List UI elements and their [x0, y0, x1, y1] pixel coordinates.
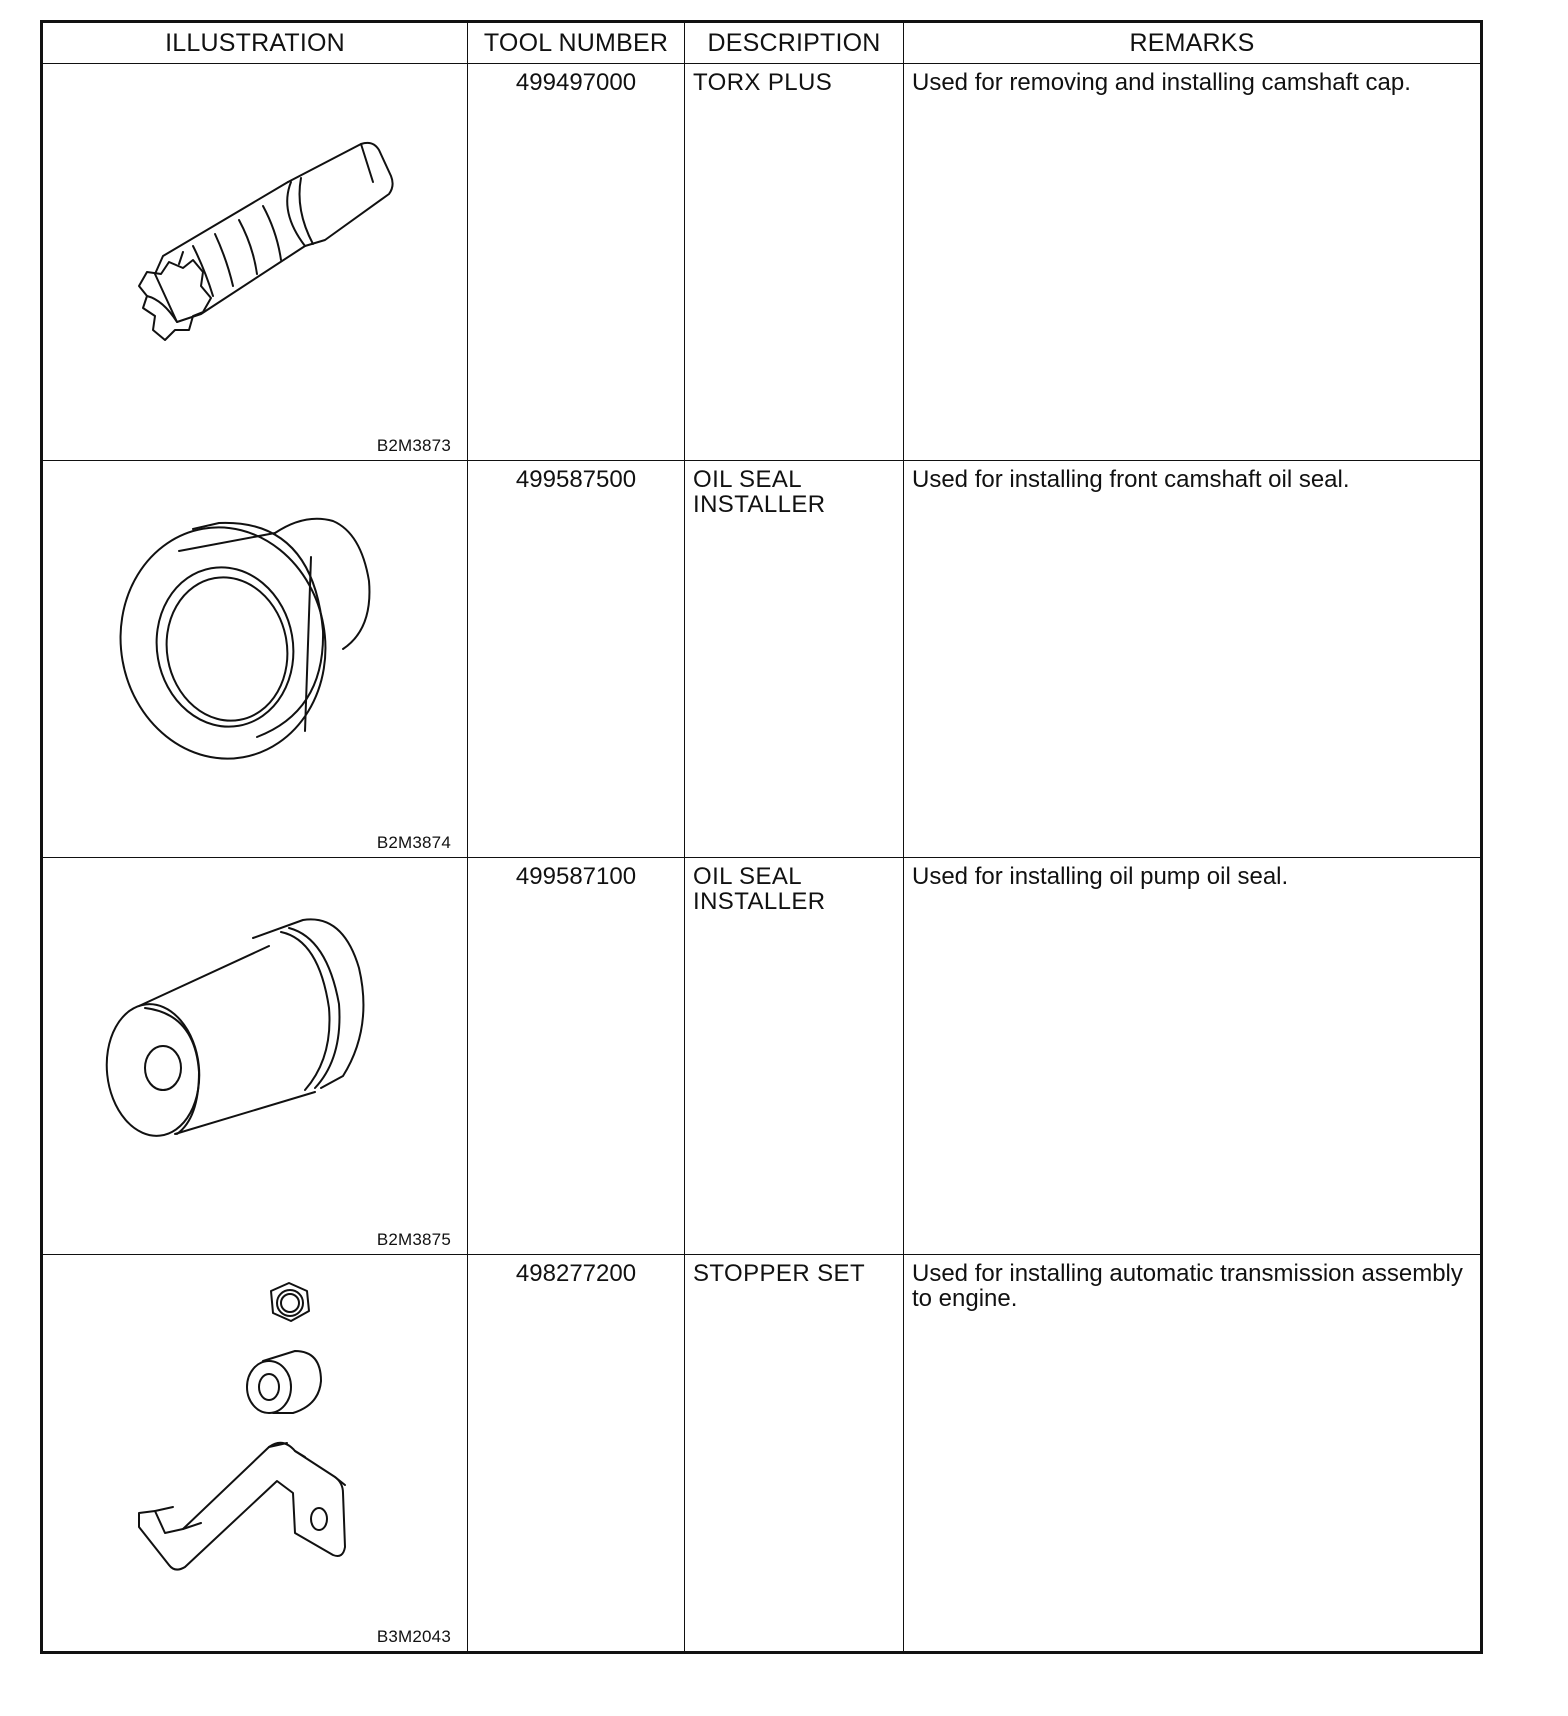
description-cell	[685, 461, 904, 858]
figure-code: B3M2043	[376, 1627, 451, 1646]
figure-code: B2M3873	[376, 436, 451, 455]
oil-seal-installer-icon	[43, 461, 469, 857]
remarks-cell	[904, 461, 1482, 858]
tool-number: 499587100	[515, 863, 637, 890]
header-illustration: ILLUSTRATION	[42, 22, 468, 64]
illustration-cell	[42, 1255, 468, 1653]
stopper-set-icon	[43, 1255, 469, 1651]
table-row	[42, 64, 1482, 461]
tool-number-cell	[468, 64, 685, 461]
remarks: Used for removing and installing camshaft cap.	[912, 69, 1411, 96]
description-cell	[685, 1255, 904, 1653]
tool-number: 499587500	[515, 466, 637, 493]
table-row	[42, 858, 1482, 1255]
torx-bit-icon	[43, 64, 469, 460]
tool-number-cell	[468, 461, 685, 858]
special-tools-table	[40, 20, 1483, 1654]
remarks-cell	[904, 858, 1482, 1255]
illustration-cell	[42, 64, 468, 461]
remarks-cell	[904, 1255, 1482, 1653]
description: STOPPER SET	[693, 1260, 866, 1287]
header-row	[42, 22, 1482, 64]
description: TORX PLUS	[693, 69, 833, 96]
table-row	[42, 1255, 1482, 1653]
remarks: Used for installing front camshaft oil seal.	[912, 466, 1350, 493]
header-tool-number: TOOL NUMBER	[468, 22, 685, 64]
description: OIL SEAL INSTALLER	[693, 466, 826, 518]
description: OIL SEAL INSTALLER	[693, 863, 826, 915]
description-cell	[685, 858, 904, 1255]
tool-number-cell	[468, 858, 685, 1255]
header-description: DESCRIPTION	[685, 22, 904, 64]
figure-code: B2M3875	[376, 1230, 451, 1249]
figure-code: B2M3874	[376, 833, 451, 852]
tool-number: 498277200	[515, 1260, 637, 1287]
header-remarks: REMARKS	[904, 22, 1482, 64]
tool-number-cell	[468, 1255, 685, 1653]
remarks-cell	[904, 64, 1482, 461]
oil-seal-installer-icon	[43, 858, 469, 1254]
remarks: Used for installing oil pump oil seal.	[912, 863, 1289, 890]
illustration-cell	[42, 461, 468, 858]
remarks: Used for installing automatic transmission assembly to engine.	[912, 1260, 1463, 1312]
illustration-cell	[42, 858, 468, 1255]
description-cell	[685, 64, 904, 461]
tool-number: 499497000	[515, 69, 637, 96]
table-row	[42, 461, 1482, 858]
